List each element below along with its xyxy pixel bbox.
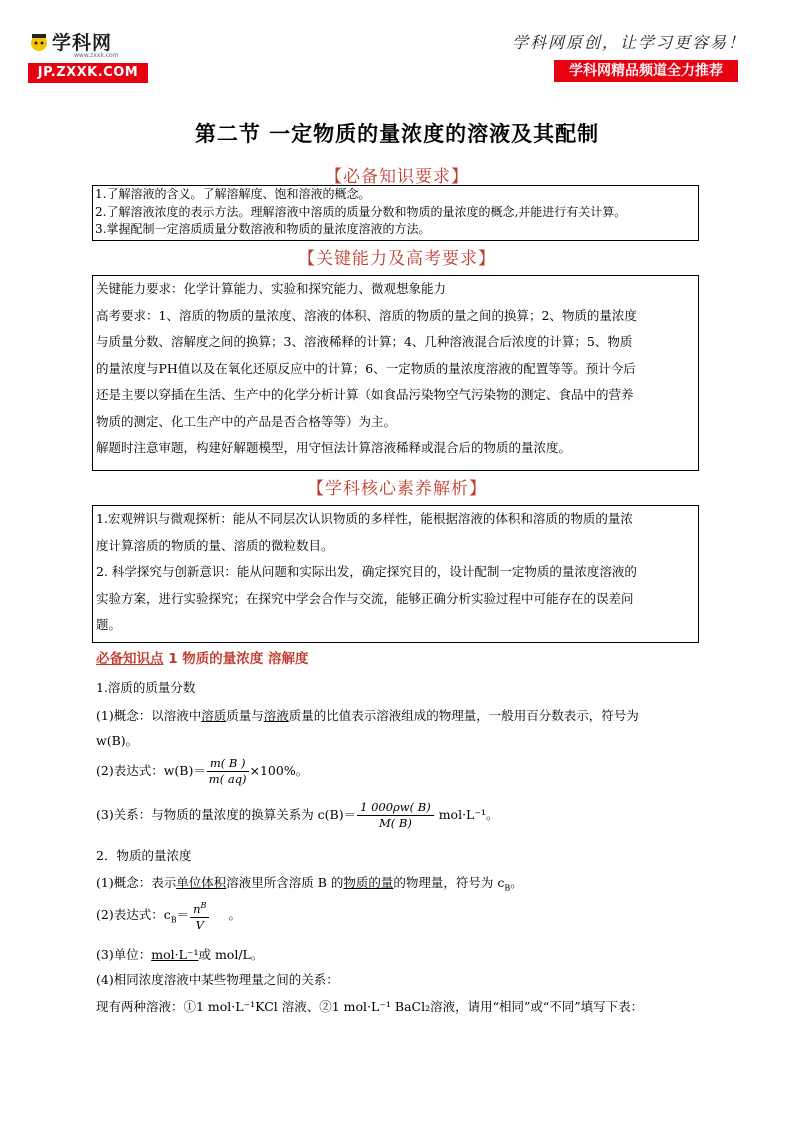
- literacy-box: [92, 505, 699, 643]
- fraction: $\frac{1 000\rho w( B)}{M( B)}$: [357, 800, 434, 831]
- ability-line: 关键能力要求：化学计算能力、实验和探究能力、微观想象能力: [96, 281, 447, 296]
- subsection-mass-fraction: 1.溶质的质量分数: [96, 680, 196, 695]
- underlined-amount: 物质的量: [343, 875, 394, 890]
- logo-sub: www.zxxk.com: [74, 52, 119, 59]
- knowledge-point-title: [96, 647, 309, 667]
- literacy-line: 题。: [96, 617, 122, 632]
- underlined-unit: mol·L⁻¹: [151, 947, 199, 962]
- page-header: [0, 0, 794, 90]
- mass-fraction-concept: (1)概念：以溶液中溶质质量与溶液质量的比值表示溶液组成的物理量，一般用百分数表示，符号为: [96, 708, 639, 723]
- logo-name: 学科网: [52, 32, 113, 54]
- kp-title-text: 1 物质的量浓度 溶解度: [168, 651, 309, 667]
- page-title: 第二节 一定物质的量浓度的溶液及其配制: [194, 122, 600, 146]
- ability-line: 解题时注意审题，构建好解题模型，用守恒法计算溶液稀释或混合后的物质的量浓度。: [96, 440, 572, 455]
- mass-fraction-expression: (2)表达式：w(B)＝ $\frac{m( B )}{m( aq)}$ ×100%。: [96, 756, 309, 786]
- ability-line: 高考要求：1、溶质的物质的量浓度、溶液的体积、溶质的物质的量之间的换算；2、物质的量浓度: [96, 307, 637, 323]
- ability-box: [92, 275, 699, 471]
- ability-line: 与质量分数、溶解度之间的换算；3、溶液稀释的计算；4、几种溶液混合后浓度的计算；5、物质: [96, 334, 633, 349]
- fraction: $\frac{n^B}{V}$: [190, 898, 209, 933]
- literacy-line: 实验方案，进行实验探究；在探究中学会合作与交流，能够正确分析实验过程中可能存在的误差问: [96, 590, 634, 606]
- mass-fraction-relation: (3)关系：与物质的量浓度的换算关系为 c(B)＝ $\frac{1 000\rho w( B)}{M( B)}$ mol·L⁻¹。: [96, 800, 499, 830]
- section-heading-literacy: 【学科核心素养解析】: [307, 479, 487, 499]
- fraction: $\frac{m( B )}{m( aq)}$: [208, 756, 247, 786]
- ability-line: 的量浓度与PH值以及在氧化还原反应中的计算；6、一定物质的量浓度溶液的配置等等。预计今后: [96, 360, 636, 376]
- literacy-line: 1.宏观辨识与微观探析：能从不同层次认识物质的多样性，能根据溶液的体积和溶质的物质的量浓: [96, 511, 633, 526]
- section-heading-ability: 【关键能力及高考要求】: [298, 249, 496, 269]
- underlined-unit-volume: 单位体积: [176, 875, 227, 890]
- mass-fraction-symbol: w(B)。: [96, 733, 139, 748]
- concentration-relations: (4)相同浓度溶液中某些物理量之间的关系：: [96, 972, 339, 987]
- slogan: 学科网原创，让学习更容易！: [511, 33, 746, 52]
- subsection-concentration: 2．物质的量浓度: [96, 848, 192, 863]
- literacy-line: 度计算溶质的物质的量、溶质的微粒数目。: [96, 537, 334, 553]
- underlined-solution: 溶液: [263, 708, 289, 723]
- ability-line: 还是主要以穿插在生活、生产中的化学分析计算（如食品污染物空气污染物的测定、食品中的营养: [96, 387, 634, 402]
- kp-title-label: 必备知识点: [96, 651, 164, 667]
- knowledge-box: [92, 185, 699, 241]
- recommend-banner: 学科网精品频道全力推荐: [554, 60, 738, 82]
- knowledge-line: 1.了解溶液的含义。了解溶解度、饱和溶液的概念。: [95, 187, 371, 201]
- underlined-solute: 溶质: [201, 708, 227, 723]
- literacy-line: 2. 科学探究与创新意识：能从问题和实际出发，确定探究目的，设计配制一定物质的量浓度溶液的: [96, 564, 637, 579]
- logo[interactable]: [28, 28, 148, 86]
- concentration-expression: (2)表达式：$c_B=$ $\frac{n^B}{V}$ 。: [96, 898, 241, 933]
- ability-line: 物质的测定、化工生产中的产品是否合格等等）为主。: [96, 413, 397, 429]
- mascot-icon: [28, 31, 50, 53]
- section-heading-knowledge: 【必备知识要求】: [325, 167, 469, 187]
- concentration-concept: (1)概念：表示单位体积溶液里所含溶质 B 的物质的量的物理量，符号为 $c_B$。: [96, 875, 523, 893]
- concentration-unit: (3)单位：mol·L⁻¹或 mol/L。: [96, 947, 264, 962]
- two-solutions-question: 现有两种溶液：①1 mol·L⁻¹KCl 溶液、②1 mol·L⁻¹ BaCl₂溶液，请用“相同”或“不同”填写下表：: [96, 999, 644, 1014]
- knowledge-line: 2.了解溶液浓度的表示方法。理解溶液中溶质的质量分数和物质的量浓度的概念,并能进行有关计算。: [95, 204, 627, 219]
- logo-url: JP.ZXXK.COM: [28, 63, 148, 83]
- knowledge-line: 3.掌握配制一定溶质质量分数溶液和物质的量浓度溶液的方法。: [95, 222, 431, 236]
